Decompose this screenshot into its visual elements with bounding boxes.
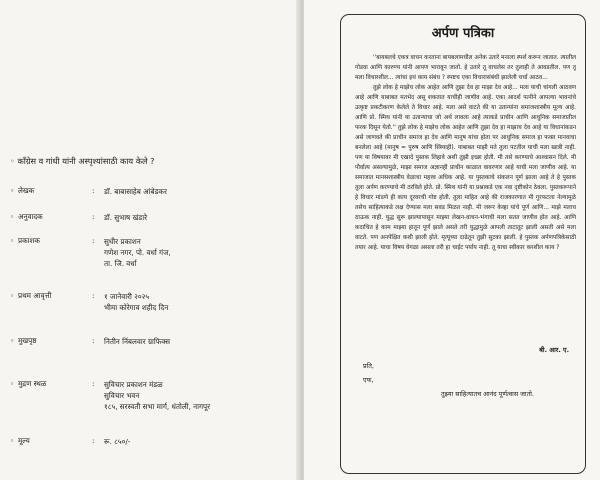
bullet-icon: ◦ — [10, 236, 15, 245]
colon: : — [92, 291, 95, 300]
bullet-icon: ◦ — [10, 186, 15, 195]
dedication-paragraph: ''बायबलचे एकत्र वाचन करताना बायबलामधील अनेक उतारे मनाला स्पर्श करून जातात. त्यातील गोडवा आणि कारुण्य यांनी आपण भारावून जातो. हे उतारे तू वाचलेस तर तुलाही ते आवडतील. पण तू मला विचारशील... त्यांचा इथं काय संबंध ? स्पष्टच एका विचारासंबंधी झालेली चर्चा आठव... — [355, 55, 576, 81]
bullet-icon: ◦ — [10, 336, 15, 345]
row-label: मुद्रण स्थळ — [18, 379, 47, 388]
dedication-body — [355, 53, 576, 343]
closing-block — [363, 359, 534, 401]
dedication-box — [340, 14, 586, 474]
closing-line: प्रति, — [363, 362, 374, 370]
colon: : — [92, 186, 95, 195]
row-label: मूल्य — [18, 436, 30, 445]
row-label: मुखपृष्ठ — [18, 336, 37, 345]
dedication-heading: अर्पण पत्रिका — [431, 26, 495, 41]
closing-line: तुझ्या साहित्यातच आनंद पूर्णत्वास जातो. — [441, 390, 534, 398]
row-label: अनुवादक — [18, 212, 43, 221]
row-value: सुधीर प्रकाशन गणेश नगर, पो. वर्धा गंज, ता. जि. वर्धा — [104, 237, 171, 268]
colon: : — [92, 236, 95, 245]
row-value: डॉ. सुभाष खंडारे — [104, 213, 148, 222]
row-value: रू. ८५०/- — [104, 437, 131, 446]
bullet-icon: ◦ — [10, 212, 15, 221]
row-value: डॉ. बाबासाहेब आंबेडकर — [104, 187, 167, 196]
signature: बी. आर. ए. — [539, 346, 569, 354]
row-label: लेखक — [18, 186, 35, 195]
row-value: १ जानेवारी २०२५ भीमा कोरेगाव शहीद दिन — [104, 292, 169, 312]
row-label: प्रथम आवृत्ती — [18, 291, 52, 300]
bullet-icon: ◦ — [10, 291, 15, 300]
colon: : — [92, 379, 95, 388]
colon: : — [92, 436, 95, 445]
bullet-icon: ◦ — [10, 436, 15, 445]
row-label: प्रकाशक — [18, 236, 40, 245]
row-value: सुविचार प्रकाशन मंडळ सुविचार भवन १८५, सरस्वती सभा मार्ग, धंतोली, नागपूर — [104, 380, 211, 411]
dedication-paragraph: तुझे लोक हे माझेच लोक आहेत आणि तुझा देव हा माझा देव आहे... मला याची चांगली आठवण आहे आणि याबाबत मतभेद असू शकतात याचीही जाणीव आहे. एका आदर्श पत्नीने आपल्या भावनांचे उत्कृष्ट प्रकटीकरण केलेले ते विचार आहे. मला असे वाटते की या उतान्यांना समाजशास्त्रीय मूल्य आहे. आणि प्रो. स्मिथ यांनी या उतान्याचा जो अर्थ लावला आहे त्याकडे प्राचीन आणि आधुनिक समाजातील फरक दिसून येतो.'' तुझे लोक हे माझेच लोक आहेत आणि तुझा देव हा माझाच देव आहे या विधानांकडन असे जाणवते की प्राचीन समाज हा देव आणि मानूष यांचा होता पर आधुनिक समाज हा फक्त मानवाचा बनलेला आहे (मानुष = पुरुष आणि स्त्रियाही). याबाबत माझी मते तुला पटतील याची मला खात्री नाही. पण या विषयावर मी एखादे पुस्तक लिहावे अशी तुझी इच्छा होती. मी तसे करण्याचे आश्वासन दिले. मी पौर्वात्य असल्यामुळे, माझा समाज अज्ञानही प्राचीन काळात वावरणार आहे याची मला जाणीव आहे. या समाजात मानसशास्त्रीय वेळाचा महत्त्व अधिक आहे. या पुस्तकाचे संकलन पूर्ण झाला आहे ते हे पुस्तक तुला अर्पण करण्याचे मी ठरविले होते. प्रो. स्मिथ यांनी या प्रश्नाकडे एक नवा दृष्टीकोन ठेवला. पुस्तकरूपाने हे विचार मांडणे ही काय दूरवरची गोष्ट होती. तुला माहित आहे की राजकारणात मी गुरफटला नेल्यामुळे तसेच साहित्याकडे लक्ष देण्यास मला सवड मिळत नाही. मी जरूर केव्हा यांचे पूर्ण आणि... माझे मलाच ठाऊक नाही. युद्ध सुरू झाल्यापासून माझ्या लेखन-वाचन-भंगाची मला सतत जाणीव होत आहे. आणि कदाचित हे काम माझ्या हातून पूर्ण झाले असते तरी युद्धामुळे आपली ताटातूट झाली असती असे मला वाटते. पण अनपेक्षित कशी झाली होते. मृत्यूच्या दाढेतून तुझी सुटका झाली. हे पुस्तक अर्पणपत्रिकेसाठी तयार आहे. याचा विषय वेगळा असला तरी हा चाईट पर्याय नाही. तू याचा स्वीकार करशील काय ? — [355, 85, 576, 251]
closing-line: एफ, — [363, 376, 374, 384]
colon: : — [92, 336, 95, 345]
colon: : — [92, 212, 95, 221]
row-value: नितीन निंबलवार ग्राफिक्स — [104, 337, 171, 346]
bullet-icon: ◦ — [10, 156, 18, 166]
bullet-icon: ◦ — [10, 379, 15, 388]
book-title: ◦ कॉंग्रेस व गांधी यांनी अस्पृश्यांसाठी काय केले ? — [10, 156, 155, 166]
